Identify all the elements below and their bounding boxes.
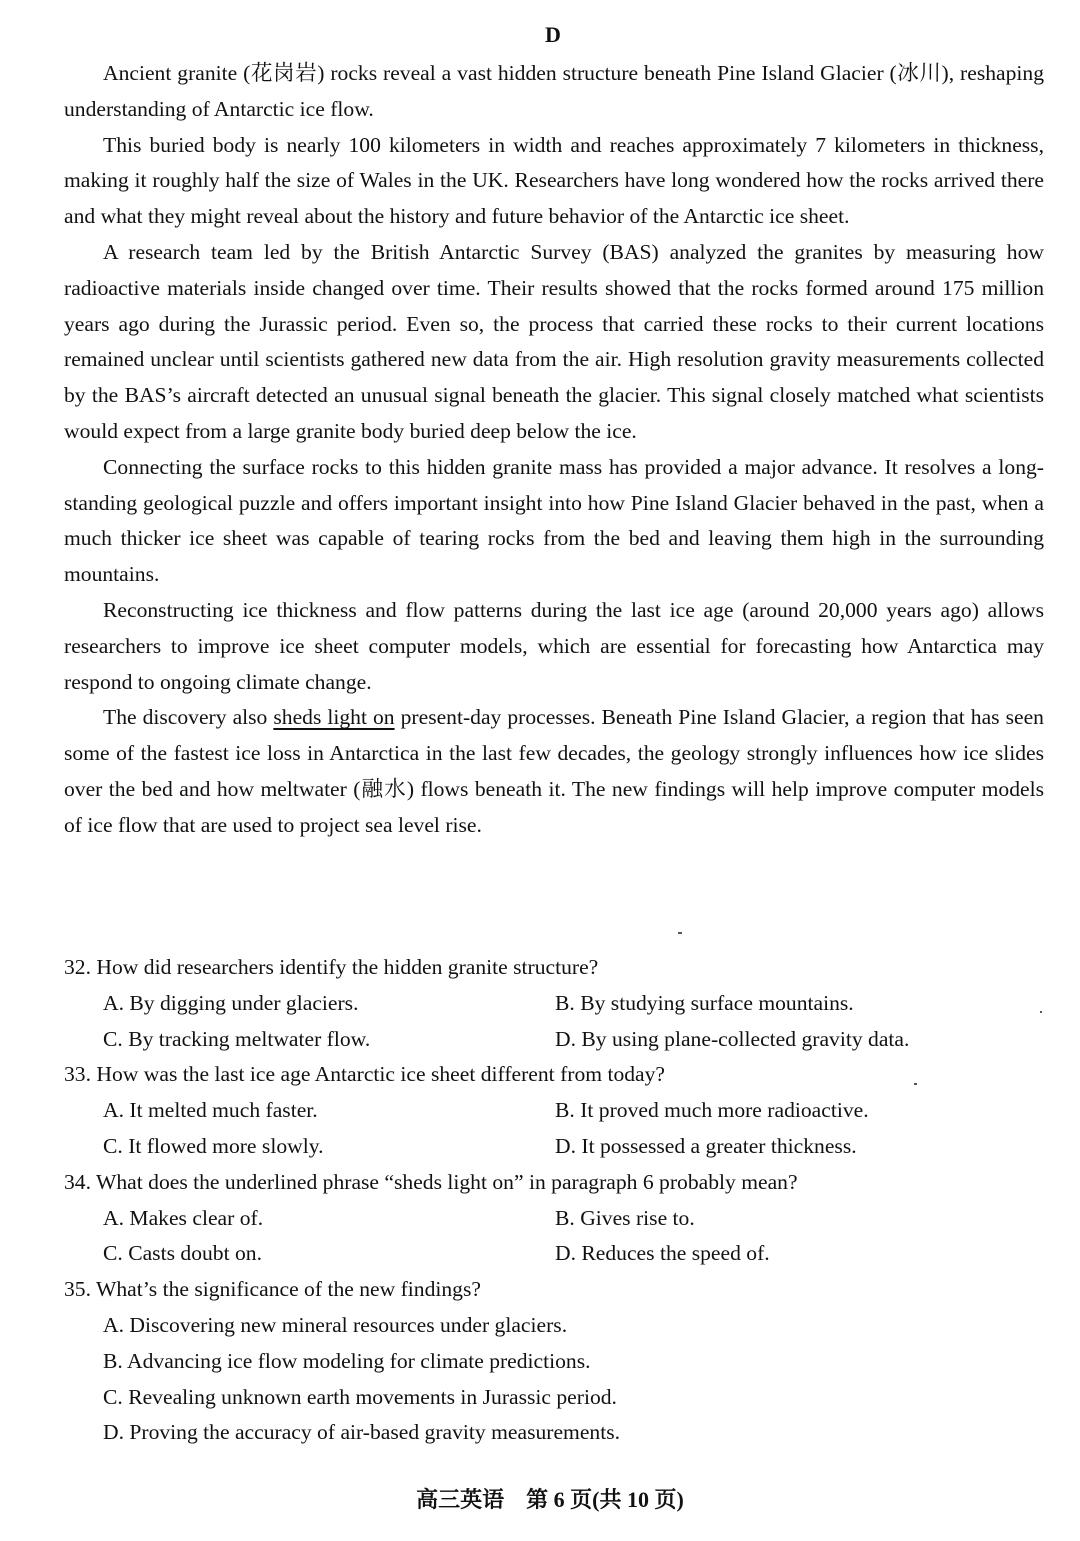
paragraph-1 <box>64 56 1044 128</box>
question-33 <box>64 1057 1054 1164</box>
question-stem: 32. How did researchers identify the hidden granite structure? <box>64 955 599 979</box>
p1-chinese-glacier: 冰川 <box>896 61 942 85</box>
option-b: B. By studying surface mountains. <box>555 990 854 1015</box>
option-row <box>64 1236 1054 1272</box>
option-d: D. Reduces the speed of. <box>555 1241 770 1266</box>
page-footer: 高三英语 第 6 页(共 10 页) <box>416 1487 684 1512</box>
p1-text-2: ) rocks reveal a vast hidden structure beneath Pine Island Glacier ( <box>317 61 897 85</box>
option-c: C. Revealing unknown earth movements in Jurassic period. <box>103 1384 617 1409</box>
option-a: A. It melted much faster. <box>103 1098 318 1123</box>
question-32 <box>64 950 1054 1057</box>
question-list <box>64 950 1054 1451</box>
option-d: D. It possessed a greater thickness. <box>555 1133 857 1158</box>
option-row <box>64 1201 1054 1237</box>
option-row <box>64 1129 1054 1165</box>
option-c: C. By tracking meltwater flow. <box>103 1026 371 1051</box>
p6-text-2: present-day processes. Beneath Pine Island Glacier, a region that has seen some of the fastest ice loss in Antarctica in the last few decades, the geology strongly influences how ice slides over the bed and how meltwater ( <box>64 705 1044 801</box>
question-stem: 33. How was the last ice age Antarctic ice sheet different from today? <box>64 1062 665 1087</box>
option-b: B. Advancing ice flow modeling for climate predictions. <box>103 1348 591 1373</box>
p6-text-1: The discovery also <box>103 705 274 730</box>
paragraph-6 <box>64 700 1044 843</box>
section-heading: D <box>545 22 561 47</box>
question-34 <box>64 1165 1054 1272</box>
reading-passage <box>64 56 1044 844</box>
paragraph-5: Reconstructing ice thickness and flow patterns during the last ice age (around 20,000 years ago) allows researchers to improve ice sheet computer models, which are essential for forecasting how Antarctica may respond to ongoing climate change. <box>64 597 1044 694</box>
option-b: B. It proved much more radioactive. <box>555 1098 869 1123</box>
option-d: D. By using plane-collected gravity data. <box>555 1026 910 1051</box>
question-stem: 35. What’s the significance of the new findings? <box>64 1277 481 1302</box>
question-stem: 34. What does the underlined phrase “sheds light on” in paragraph 6 probably mean? <box>64 1169 798 1194</box>
option-a: A. By digging under glaciers. <box>103 990 359 1015</box>
paragraph-4: Connecting the surface rocks to this hidden granite mass has provided a major advance. It resolves a long-standing geological puzzle and offers important insight into how Pine Island Glacier behaved in the past, when a much thicker ice sheet was capable of tearing rocks from the bed and leaving them high in the surrounding mountains. <box>64 454 1044 587</box>
underlined-phrase: sheds light on <box>273 705 395 730</box>
option-c: C. It flowed more slowly. <box>103 1133 324 1158</box>
question-35 <box>64 1272 1054 1451</box>
p6-chinese-meltwater: 融水 <box>360 776 407 801</box>
paragraph-3: A research team led by the British Antarctic Survey (BAS) analyzed the granites by measuring how radioactive materials inside changed over time. Their results showed that the rocks formed around 175 million years ago during the Jurassic period. Even so, the process that carried these rocks to their current locations remained unclear until scientists gathered new data from the air. High resolution gravity measurements collected by the BAS’s aircraft detected an unusual signal beneath the glacier. This signal closely matched what scientists would expect from a large granite body buried deep below the ice. <box>64 239 1044 443</box>
paragraph-2: This buried body is nearly 100 kilometers in width and reaches approximately 7 kilometers in thickness, making it roughly half the size of Wales in the UK. Researchers have long wondered how the rocks arrived there and what they might reveal about the history and future behavior of the Antarctic ice sheet. <box>64 132 1044 229</box>
option-row <box>64 1093 1054 1129</box>
option-row <box>64 986 1054 1022</box>
option-b: B. Gives rise to. <box>555 1205 695 1230</box>
scan-speck <box>678 932 682 934</box>
p1-chinese-granite: 花岗岩 <box>250 61 318 85</box>
option-row <box>64 1022 1054 1058</box>
p1-text-1: Ancient granite ( <box>103 61 251 85</box>
option-c: C. Casts doubt on. <box>103 1241 262 1266</box>
p1-text-3: ), reshaping understanding of Antarctic ice flow. <box>64 61 1044 121</box>
option-d: D. Proving the accuracy of air-based gravity measurements. <box>103 1420 621 1445</box>
p6-text-3: ) flows beneath it. The new findings will help improve computer models of ice flow that are used to project sea level rise. <box>64 776 1044 837</box>
option-a: A. Makes clear of. <box>103 1205 264 1230</box>
option-a: A. Discovering new mineral resources under glaciers. <box>103 1312 568 1337</box>
